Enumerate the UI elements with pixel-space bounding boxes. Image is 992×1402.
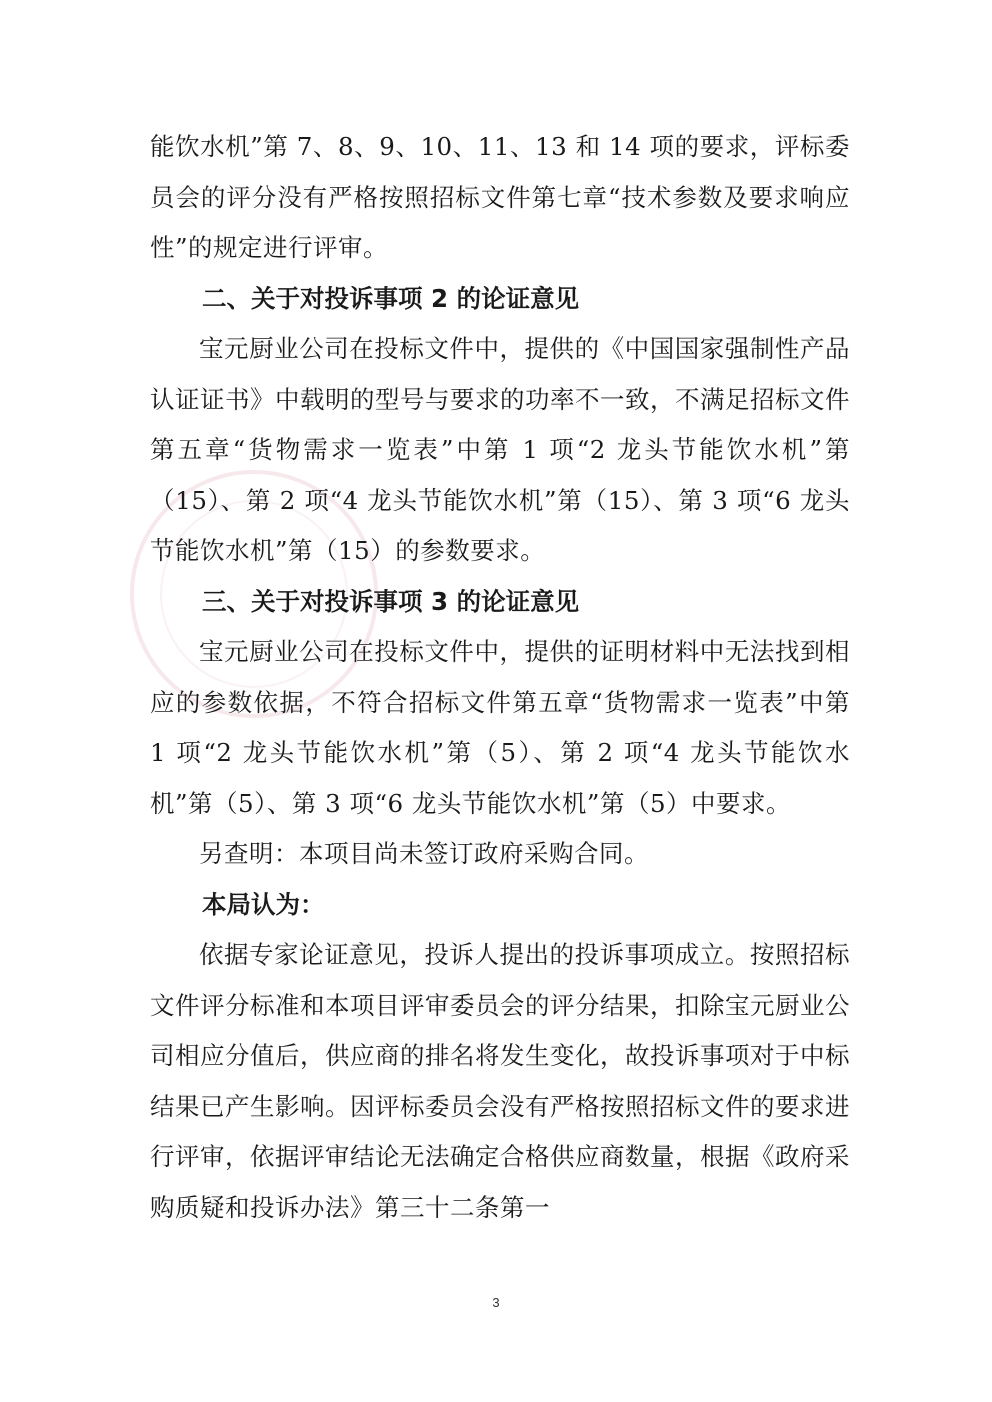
- conclusion-lead: 本局认为：: [202, 889, 325, 919]
- paragraph-conclusion: 依据专家论证意见，投诉人提出的投诉事项成立。按照招标文件评分标准和本项目评审委员会的评分结果，扣除宝元厨业公司相应分值后，供应商的排名将发生变化，故投诉事项对于中标结果已产生影响。因评标委员会没有严格按照招标文件的要求进行评审，依据评审结论无法确定合格供应商数量，根据《政府采购质疑和投诉办法》第三十二条第一: [150, 940, 850, 1222]
- paragraph-item-3: 宝元厨业公司在投标文件中，提供的证明材料中无法找到相应的参数依据，不符合招标文件第五章“货物需求一览表”中第 1 项“2 龙头节能饮水机”第（5）、第 2 项“4 龙头节能饮水机”第（5）、第 3 项“6 龙头节能饮水机”第（5）中要求。: [150, 637, 850, 818]
- section-heading-3: 三、关于对投诉事项 3 的论证意见: [202, 586, 580, 616]
- paragraph-item-2: 宝元厨业公司在投标文件中，提供的《中国国家强制性产品认证证书》中载明的型号与要求的功率不一致，不满足招标文件第五章“货物需求一览表”中第 1 项“2 龙头节能饮水机”第（15）、第 2 项“4 龙头节能饮水机”第（15）、第 3 项“6 龙头节能饮水机”第（15）的参数要求。: [150, 334, 850, 565]
- document-body: [150, 122, 850, 1233]
- paragraph-continued: 能饮水机”第 7、8、9、10、11、13 和 14 项的要求，评标委员会的评分没有严格按照招标文件第七章“技术参数及要求响应性”的规定进行评审。: [150, 132, 850, 262]
- section-heading-2: 二、关于对投诉事项 2 的论证意见: [202, 283, 580, 313]
- paragraph-additional-finding: 另查明：本项目尚未签订政府采购合同。: [199, 839, 649, 868]
- page-number: 3: [492, 1295, 500, 1310]
